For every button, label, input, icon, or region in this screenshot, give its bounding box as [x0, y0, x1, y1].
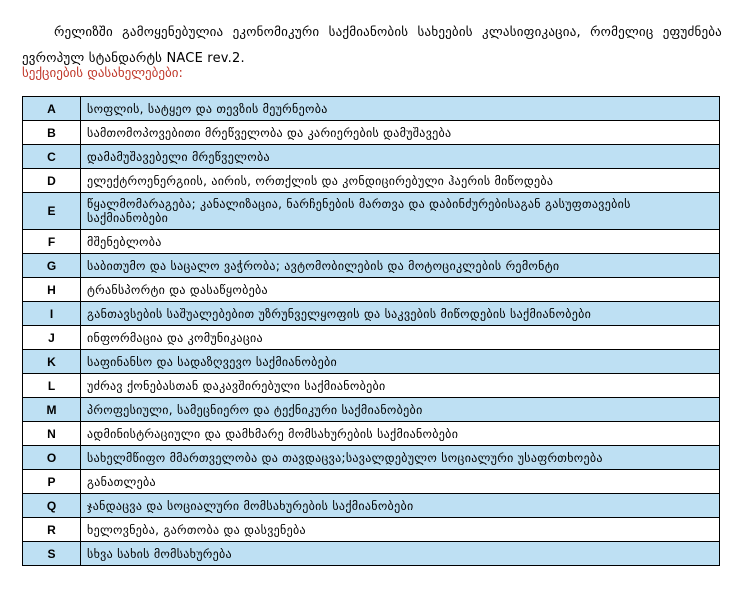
section-name: სხვა სახის მომსახურება [81, 542, 720, 566]
section-code: R [23, 518, 81, 542]
table-row [23, 374, 720, 398]
section-code: Q [23, 494, 81, 518]
section-code: S [23, 542, 81, 566]
section-code: I [23, 302, 81, 326]
section-code: O [23, 446, 81, 470]
section-code: C [23, 145, 81, 169]
section-code: A [23, 97, 81, 121]
sections-heading: სექციების დასახელებები: [22, 66, 183, 81]
table-row [23, 97, 720, 121]
table-row [23, 302, 720, 326]
section-name: სახელმწიფო მმართველობა და თავდაცვა;სავალდებულო სოციალური უსაფრთხოება [81, 446, 720, 470]
table-row [23, 121, 720, 145]
table-row [23, 422, 720, 446]
table-row [23, 145, 720, 169]
section-name: პროფესიული, სამეცნიერო და ტექნიკური საქმიანობები [81, 398, 720, 422]
section-name: განთავსების საშუალებებით უზრუნველყოფის და საკვების მიწოდების საქმიანობები [81, 302, 720, 326]
section-name: დამამუშავებელი მრეწველობა [81, 145, 720, 169]
section-name: ადმინისტრაციული და დამხმარე მომსახურების საქმიანობები [81, 422, 720, 446]
table-row [23, 254, 720, 278]
section-name: მშენებლობა [81, 230, 720, 254]
table-row [23, 193, 720, 230]
section-name: უძრავ ქონებასთან დაკავშირებული საქმიანობები [81, 374, 720, 398]
section-name: ტრანსპორტი და დასაწყობება [81, 278, 720, 302]
section-name: სოფლის, სატყეო და თევზის მეურნეობა [81, 97, 720, 121]
section-name: საფინანსო და სადაზღვევო საქმიანობები [81, 350, 720, 374]
section-code: H [23, 278, 81, 302]
section-code: M [23, 398, 81, 422]
table-row [23, 278, 720, 302]
section-name: ელექტროენერგიის, აირის, ორთქლის და კონდიცირებული ჰაერის მიწოდება [81, 169, 720, 193]
table-row [23, 518, 720, 542]
table-row [23, 230, 720, 254]
section-code: L [23, 374, 81, 398]
section-name: სამთომოპოვებითი მრეწველობა და კარიერების დამუშავება [81, 121, 720, 145]
section-code: D [23, 169, 81, 193]
section-code: J [23, 326, 81, 350]
section-code: N [23, 422, 81, 446]
section-name: წყალმომარაგება; კანალიზაცია, ნარჩენების მართვა და დაბინძურებისაგან გასუფთავების საქმიანობები [81, 193, 720, 230]
section-name: ხელოვნება, გართობა და დასვენება [81, 518, 720, 542]
section-code: B [23, 121, 81, 145]
table-row [23, 169, 720, 193]
nace-sections-table [22, 96, 720, 566]
section-code: G [23, 254, 81, 278]
section-name: განათლება [81, 470, 720, 494]
intro-paragraph: რელიზში გამოყენებულია ეკონომიკური საქმიანობის სახეების კლასიფიკაცია, რომელიც ეფუძნება ევროპულ სტანდარტს NACE rev.2. [22, 25, 722, 66]
section-code: E [23, 193, 81, 230]
section-name: ჯანდაცვა და სოციალური მომსახურების საქმიანობები [81, 494, 720, 518]
table-row [23, 542, 720, 566]
table-row [23, 326, 720, 350]
section-name: ინფორმაცია და კომუნიკაცია [81, 326, 720, 350]
table-row [23, 470, 720, 494]
table-row [23, 398, 720, 422]
table-row [23, 494, 720, 518]
section-code: K [23, 350, 81, 374]
table-row [23, 446, 720, 470]
section-code: P [23, 470, 81, 494]
section-name: საბითუმო და საცალო ვაჭრობა; ავტომობილების და მოტოციკლების რემონტი [81, 254, 720, 278]
section-code: F [23, 230, 81, 254]
table-row [23, 350, 720, 374]
